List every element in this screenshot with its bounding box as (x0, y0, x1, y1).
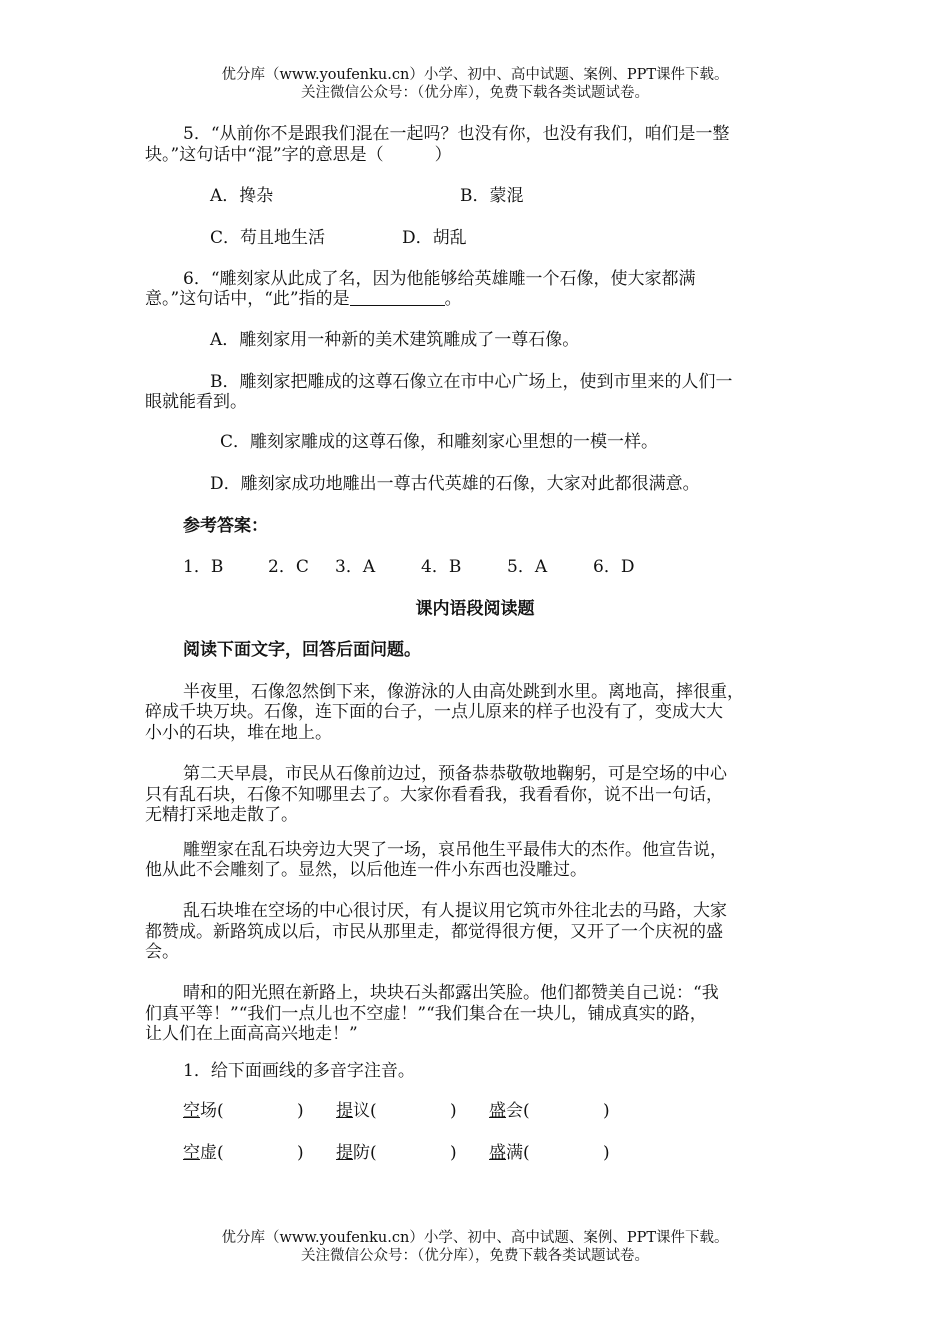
header-line-2: 关注微信公众号：（优分库），免费下载各类试题试卷。 (301, 85, 649, 101)
footer-line-1: 优分库（www.youfenku.cn）小学、初中、高中试题、案例、PPT课件下载。 (221, 1230, 729, 1246)
passage-p4-line: 都赞成。新路筑成以后，市民从那里走，都觉得很方便，又开了一个庆祝的盛 (145, 922, 723, 942)
pinyin-item: 提防( (336, 1143, 377, 1163)
underlined-char: 盛 (489, 1143, 506, 1163)
passage-p2-line: 只有乱石块，石像不知哪里去了。大家你看看我，我看看你，说不出一句话， (145, 785, 723, 805)
q6-line-2-suffix: 。 (444, 289, 462, 309)
answer-item: 4．B (421, 557, 462, 577)
pinyin-item: 提议( (336, 1101, 377, 1121)
underlined-char: 提 (336, 1101, 353, 1121)
section-title: 课内语段阅读题 (415, 599, 535, 619)
closing-paren: ) (297, 1143, 304, 1163)
answer-blank (350, 289, 445, 306)
pinyin-item: 空虚( (183, 1143, 224, 1163)
closing-paren: ) (450, 1143, 457, 1163)
closing-paren: ) (603, 1101, 610, 1121)
answer-item: 3．A (335, 557, 376, 577)
passage-p3-line: 他从此不会雕刻了。显然，以后他连一件小东西也没雕过。 (145, 860, 587, 880)
answer-item: 6．D (593, 557, 635, 577)
q6-option-a: A．雕刻家用一种新的美术建筑雕成了一尊石像。 (210, 330, 580, 350)
passage-p5-line: 晴和的阳光照在新路上，块块石头都露出笑脸。他们都赞美自己说：“我 (183, 983, 719, 1003)
passage-p1-line: 半夜里，石像忽然倒下来，像游泳的人由高处跳到水里。离地高，摔很重， (183, 682, 744, 702)
answers-title: 参考答案： (183, 516, 268, 536)
q6-line-2-prefix: 意。”这句话中，“此”指的是 (145, 289, 350, 309)
q6-line-2 (145, 289, 810, 309)
underlined-char: 盛 (489, 1101, 506, 1121)
pinyin-item: 空场( (183, 1101, 224, 1121)
pinyin-item: 盛满( (489, 1143, 530, 1163)
answer-item: 1．B (183, 557, 224, 577)
closing-paren: ) (297, 1101, 304, 1121)
q5-option-a: A．搀杂 (210, 186, 274, 206)
header-line-1: 优分库（www.youfenku.cn）小学、初中、高中试题、案例、PPT课件下载。 (221, 67, 729, 83)
answer-item: 5．A (507, 557, 548, 577)
underlined-char: 提 (336, 1143, 353, 1163)
passage-p2-line: 第二天早晨，市民从石像前边过，预备恭恭敬敬地鞠躬，可是空场的中心 (183, 764, 727, 784)
answer-item: 2．C (268, 557, 309, 577)
q6-option-b-line-2: 眼就能看到。 (145, 392, 247, 412)
underlined-char: 空 (183, 1143, 200, 1163)
q6-option-d: D．雕刻家成功地雕出一尊古代英雄的石像，大家对此都很满意。 (210, 474, 700, 494)
q1-title: 1．给下面画线的多音字注音。 (183, 1061, 415, 1081)
page-footer (0, 1229, 950, 1265)
passage-p4-line: 乱石块堆在空场的中心很讨厌，有人提议用它筑市外往北去的马路，大家 (183, 901, 727, 921)
section-instruction: 阅读下面文字，回答后面问题。 (183, 640, 421, 660)
passage-p2-line: 无精打采地走散了。 (145, 805, 298, 825)
q5-option-b: B．蒙混 (460, 186, 524, 206)
q5-option-d: D．胡乱 (402, 228, 467, 248)
q6-line-1: 6．“雕刻家从此成了名，因为他能够给英雄雕一个石像，使大家都满 (183, 269, 696, 289)
underlined-char: 空 (183, 1101, 200, 1121)
q5-line-1: 5．“从前你不是跟我们混在一起吗？也没有你，也没有我们，咱们是一整 (183, 124, 730, 144)
passage-p5-line: 们真平等！”“我们一点儿也不空虚！”“我们集合在一块儿，铺成真实的路， (145, 1004, 707, 1024)
q5-option-c: C．苟且地生活 (210, 228, 326, 248)
page-header (0, 66, 950, 102)
closing-paren: ) (450, 1101, 457, 1121)
passage-p1-line: 碎成千块万块。石像，连下面的台子，一点儿原来的样子也没有了，变成大大 (145, 702, 723, 722)
q6-option-c: C．雕刻家雕成的这尊石像，和雕刻家心里想的一模一样。 (220, 432, 659, 452)
passage-p3-line: 雕塑家在乱石块旁边大哭了一场，哀吊他生平最伟大的杰作。他宣告说， (183, 840, 727, 860)
q6-option-b-line-1: B．雕刻家把雕成的这尊石像立在市中心广场上，使到市里来的人们一 (210, 372, 733, 392)
passage-p4-line: 会。 (145, 942, 179, 962)
pinyin-item: 盛会( (489, 1101, 530, 1121)
q5-line-2: 块。”这句话中“混”字的意思是（ ） (145, 145, 452, 165)
footer-line-2: 关注微信公众号：（优分库），免费下载各类试题试卷。 (301, 1248, 649, 1264)
passage-p5-line: 让人们在上面高高兴地走！” (145, 1024, 358, 1044)
passage-p1-line: 小小的石块，堆在地上。 (145, 723, 332, 743)
closing-paren: ) (603, 1143, 610, 1163)
